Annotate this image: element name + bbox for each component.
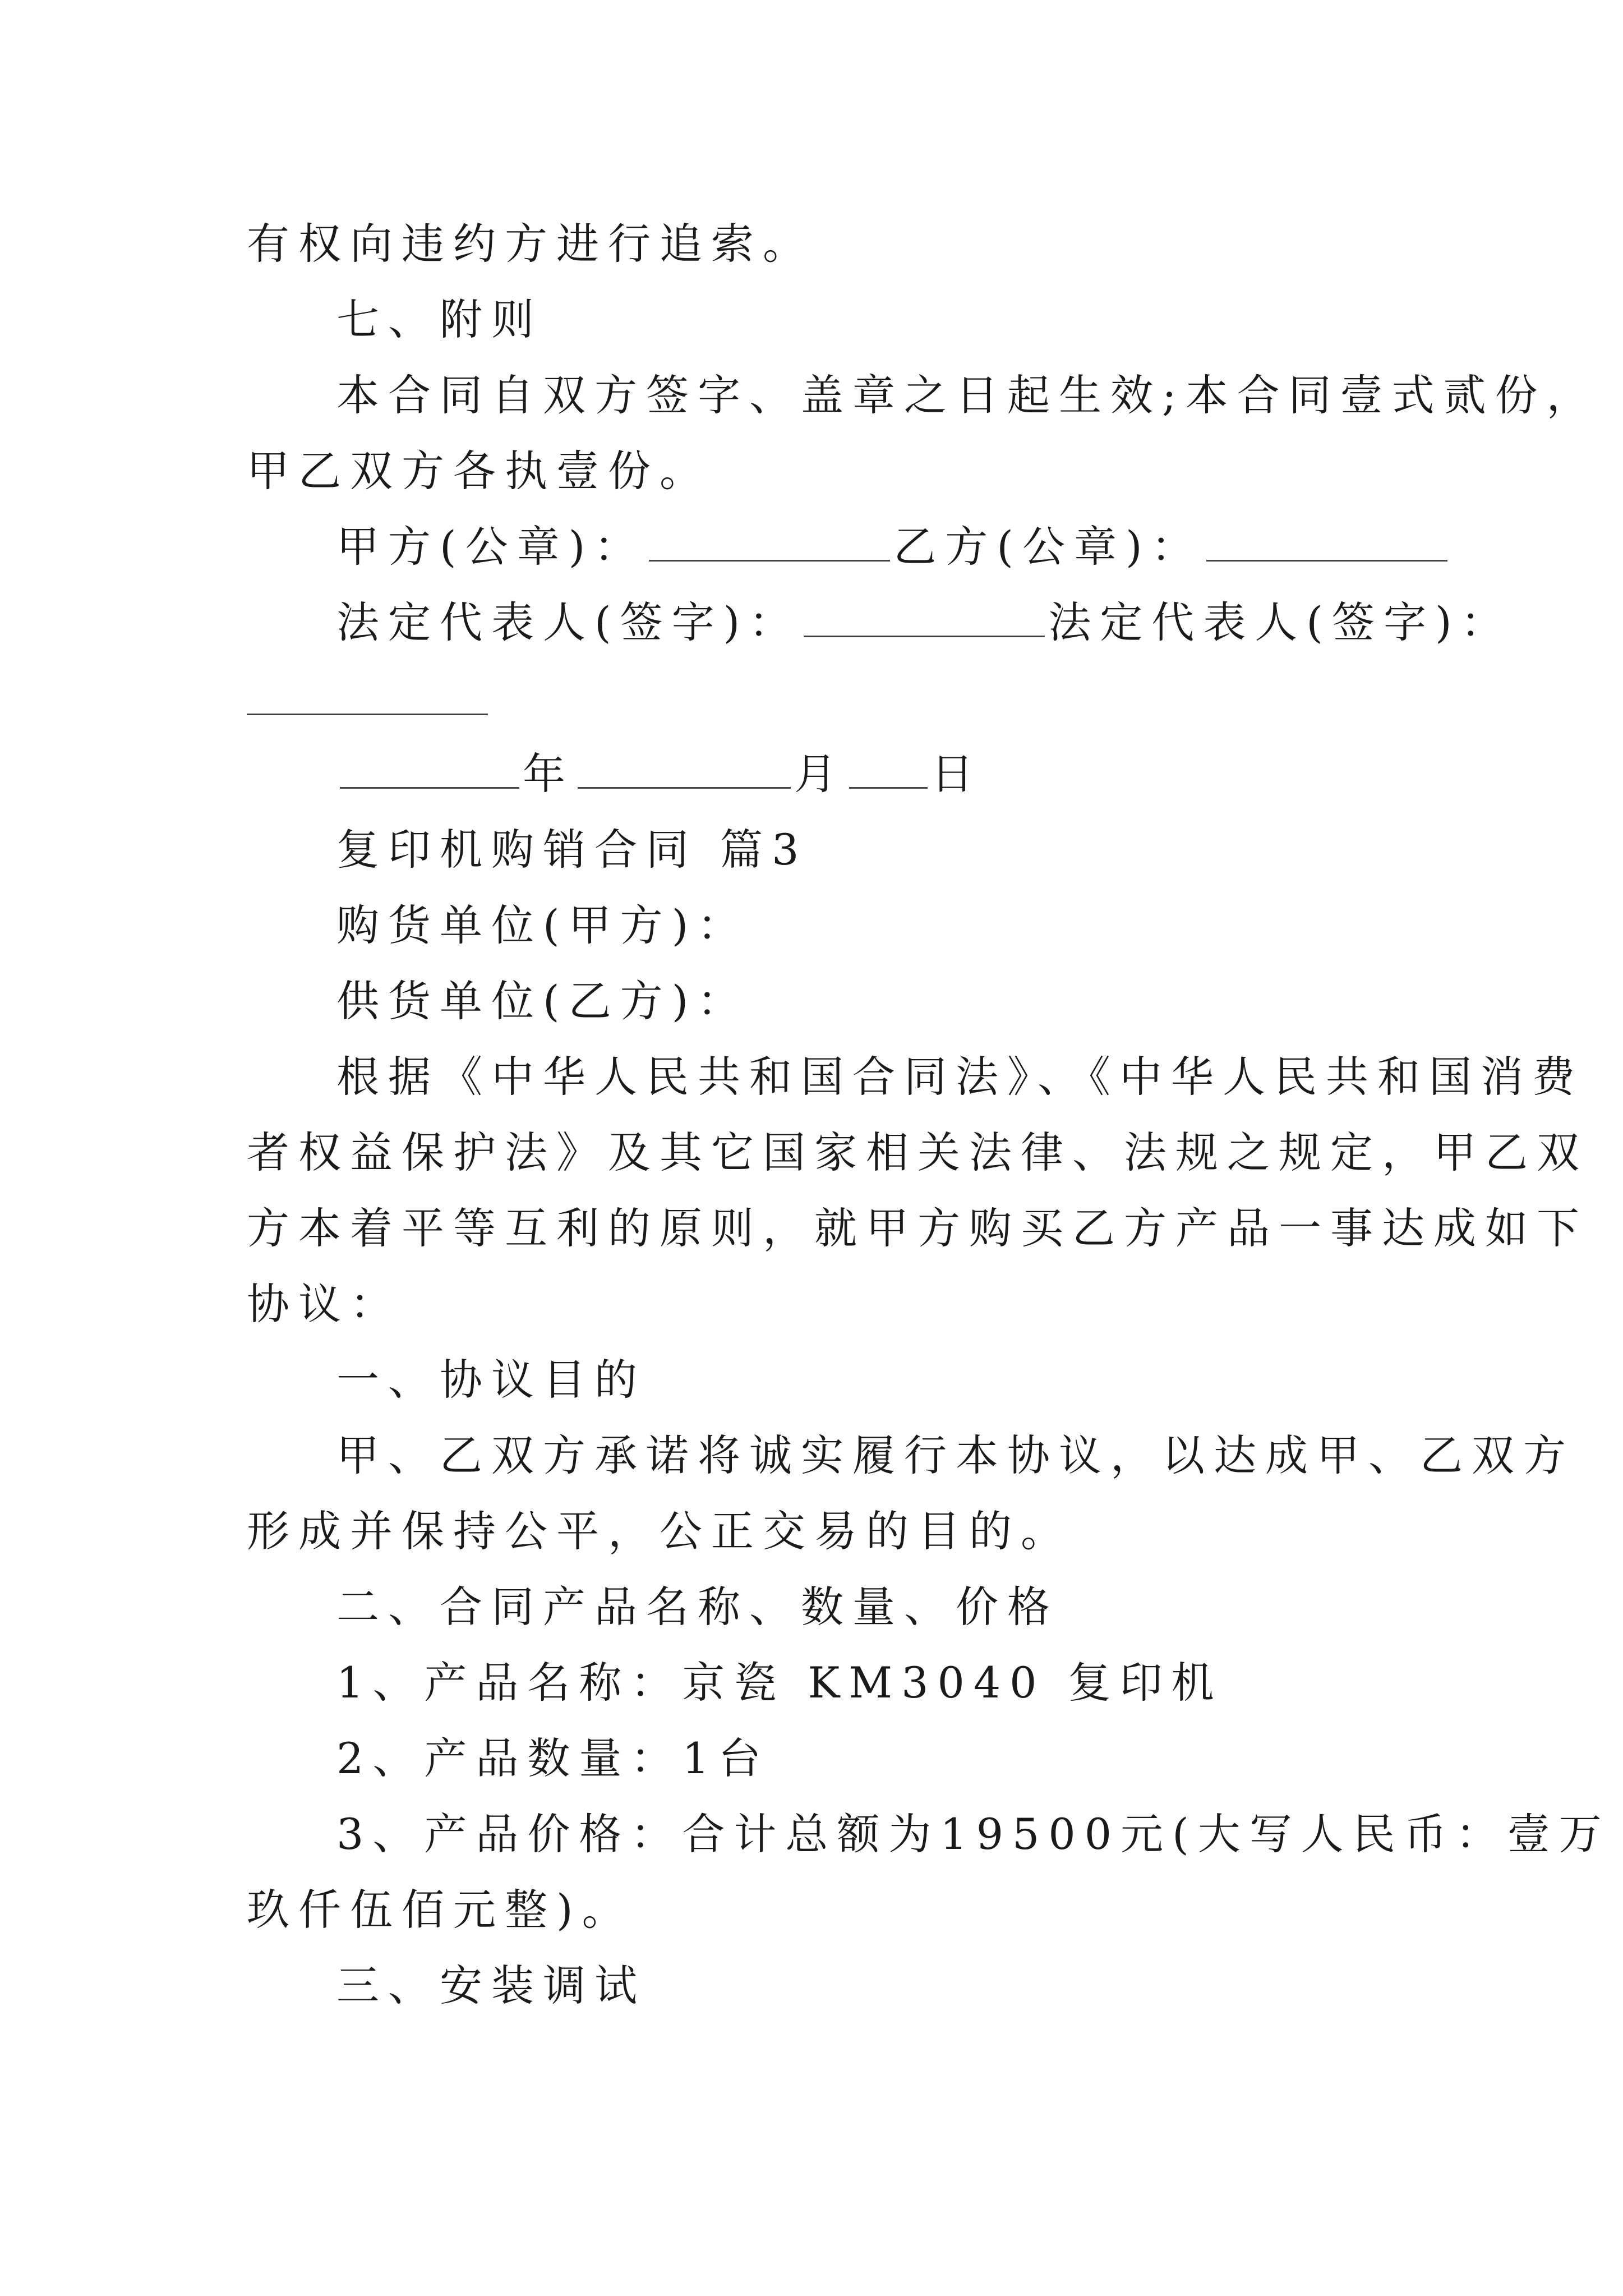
year-blank [340,746,519,789]
text-line: 甲乙双方各执壹份。 [247,446,711,496]
intro-line: 方本着平等互利的原则，就甲方购买乙方产品一事达成如下 [247,1203,1588,1253]
party-a-seal-label: 甲方(公章)： [336,522,646,572]
clause-text: 2、产品数量：1台 [336,1733,770,1783]
intro-line: 协议： [247,1279,402,1329]
clause-heading: 一、协议目的 [336,1355,646,1405]
clause-text: 玖仟伍佰元整)。 [247,1885,634,1935]
date-line [336,743,983,805]
year-label: 年 [523,749,574,799]
clause-text: 甲、乙双方承诺将诚实履行本协议，以达成甲、乙双方 [336,1430,1575,1480]
clause-heading: 二、合同产品名称、数量、价格 [336,1582,1059,1632]
party-b-seal-blank [1206,518,1447,562]
day-label: 日 [931,749,983,799]
party-a-seal-blank [649,518,890,562]
clause-text: 3、产品价格：合计总额为19500元(大写人民币：壹万 [336,1809,1611,1859]
intro-line: 者权益保护法》及其它国家相关法律、法规之规定，甲乙双 [247,1128,1588,1177]
party-b-seal-label: 乙方(公章)： [893,522,1203,572]
buyer-line: 购货单位(甲方)： [336,900,749,950]
month-blank [578,746,791,789]
month-label: 月 [794,749,846,799]
clause-text: 1、产品名称：京瓷 KM3040 复印机 [336,1658,1223,1708]
section-title: 复印机购销合同 篇3 [336,825,808,875]
clause-text: 形成并保持公平，公正交易的目的。 [247,1506,1072,1556]
rep-b-blank [247,714,488,715]
clause-heading: 三、安装调试 [336,1961,646,2010]
section-heading: 七、附则 [336,295,543,344]
intro-line: 根据《中华人民共和国合同法》、《中华人民共和国消费 [336,1052,1584,1102]
rep-a-blank [804,594,1045,637]
day-blank [849,746,928,789]
representative-line [336,592,1513,654]
seal-line [336,516,1451,578]
rep-b-label: 法定代表人(签字)： [1048,597,1513,647]
seller-line: 供货单位(乙方)： [336,976,749,1026]
text-line: 有权向违约方进行追索。 [247,219,814,269]
rep-a-label: 法定代表人(签字)： [336,597,801,647]
text-line: 本合同自双方签字、盖章之日起生效;本合同壹式贰份， [336,370,1598,420]
